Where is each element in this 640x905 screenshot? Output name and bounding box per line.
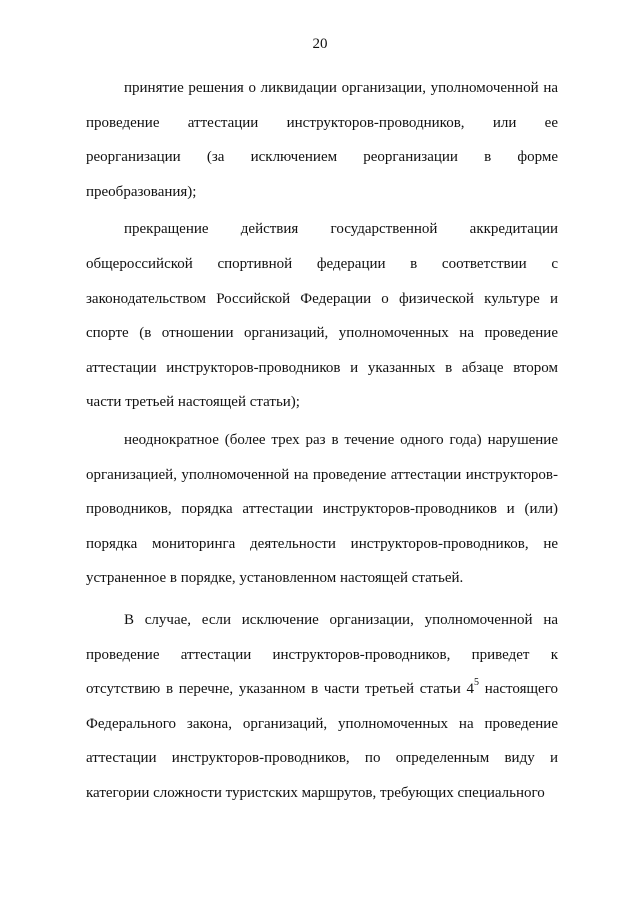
page-number: 20 (312, 36, 328, 52)
document-body (86, 71, 558, 810)
paragraph-accreditation-termination: прекращение действия государственной аккредитации общероссийской спортивной федерации в соответствии с законодательством Российской Федерации о физической культуре и спорте (в отношении организаций, уполномоченных на проведение аттестации инструкторов-проводников и указанных в абзаце втором части третьей настоящей статьи); (86, 221, 558, 411)
paragraph-exclusion-text-start: В случае, если исключение организации, уполномоченной на проведение аттестации инструкторов-проводников, приведет к отсутствию в перечне, указанном в части третьей статьи 4 (86, 611, 558, 698)
article-superscript: 5 (474, 677, 479, 689)
paragraph-exclusion-case (86, 603, 558, 811)
paragraph-liquidation: принятие решения о ликвидации организации, уполномоченной на проведение аттестации инструкторов-проводников, или ее реорганизации (за исключением реорганизации в форме преобразования); (86, 80, 558, 200)
paragraph-exclusion-text-end: настоящего Федерального закона, организаций, уполномоченных на проведение аттестации инструкторов-проводников, по определенным виду и категории сложности туристских маршрутов, требующих специального (86, 681, 558, 801)
paragraph-repeated-violation: неоднократное (более трех раз в течение одного года) нарушение организацией, уполномоченной на проведение аттестации инструкторов-проводников, порядка аттестации инструкторов-проводников и (или) порядка мониторинга деятельности инструкторов-проводников, не устраненное в порядке, установленном настоящей статьей. (86, 431, 558, 587)
